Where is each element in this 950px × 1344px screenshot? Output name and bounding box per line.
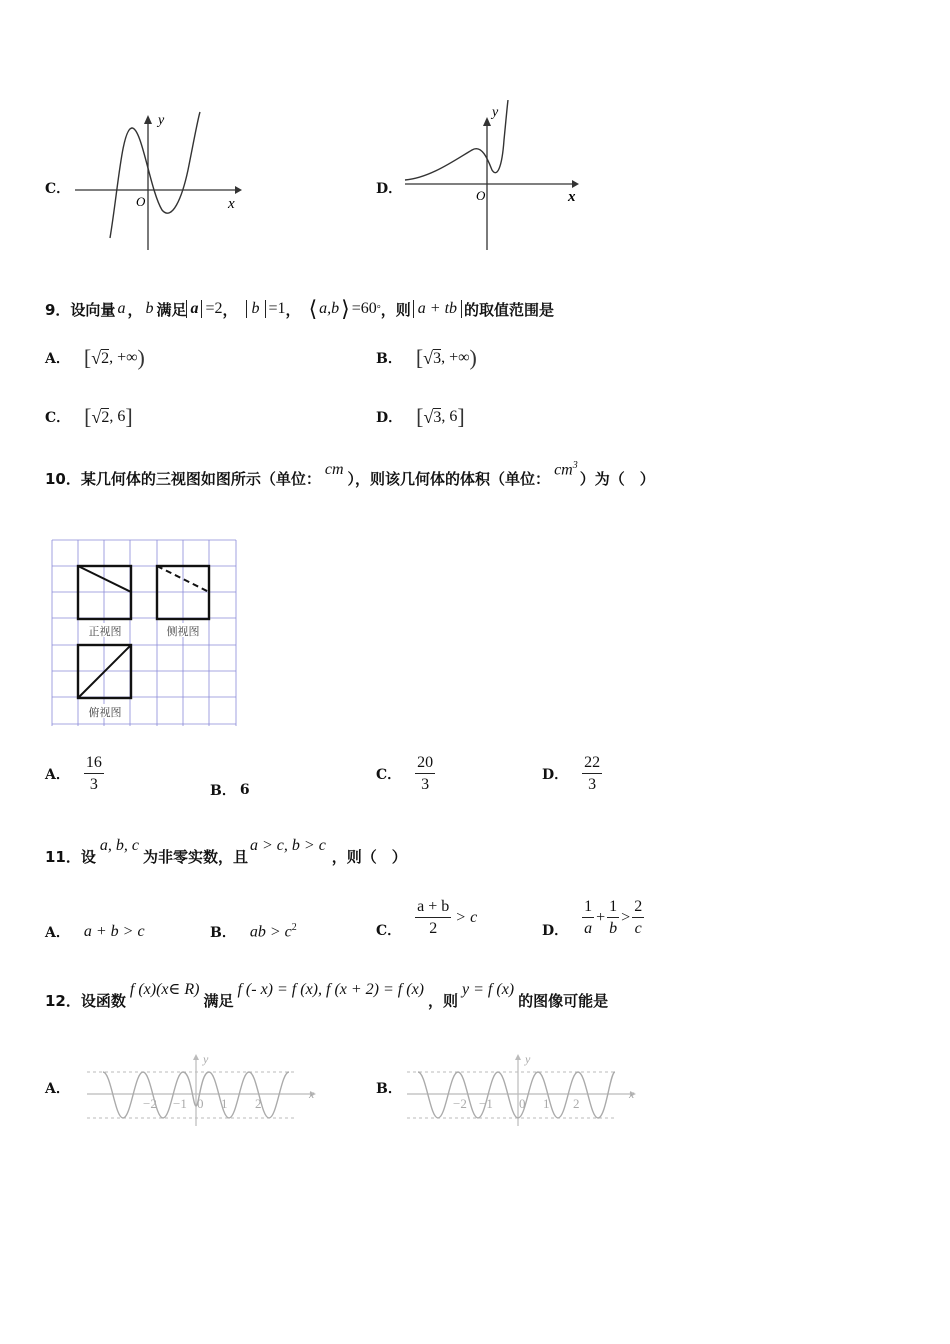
y-label: y xyxy=(203,1052,209,1066)
option-value: 6 xyxy=(239,782,250,798)
tick-label-2: 2 xyxy=(573,1096,580,1111)
q11-stem xyxy=(45,837,407,867)
q10-text-3: ）为（ ） xyxy=(579,470,655,488)
y-axis-arrow xyxy=(193,1054,199,1060)
tick-label-1: 1 xyxy=(221,1096,228,1111)
q11-text-1: 11．设 xyxy=(45,848,96,866)
func-cond: f (- x) = f (x), f (x + 2) = f (x) xyxy=(237,981,424,998)
angle-eq: =60 xyxy=(351,300,377,317)
close-bracket: ] xyxy=(125,404,133,429)
origin-label: O xyxy=(136,194,146,209)
fraction-3 xyxy=(632,898,644,937)
q9-option-c[interactable] xyxy=(45,404,133,430)
y-label: y xyxy=(158,113,165,128)
numerator: 20 xyxy=(415,754,435,774)
cond-norm-a xyxy=(186,300,222,318)
option-label: B． xyxy=(376,351,402,367)
denominator: c xyxy=(634,919,642,937)
q11-option-b[interactable] xyxy=(210,922,297,942)
q11-text-2: 为非零实数，且 xyxy=(142,848,248,866)
interval: [ √ 3 , 6 ] xyxy=(416,404,465,429)
unit-cm3-exp: 3 xyxy=(572,459,578,471)
radicand: 3 xyxy=(433,349,442,367)
unit-cm: cm xyxy=(324,461,344,478)
radicand: 3 xyxy=(433,408,442,426)
q11-option-c[interactable] xyxy=(376,898,477,937)
q12-text-3: ，则 xyxy=(428,992,459,1010)
option-tail: > c xyxy=(455,908,478,926)
interval: [ √ 2 , 6 ] xyxy=(84,404,133,429)
interval-rest: , 6 xyxy=(441,408,458,425)
denominator: 3 xyxy=(89,775,98,793)
q12-option-a-graph xyxy=(85,1050,325,1128)
tick-label-neg1: −1 xyxy=(173,1096,187,1111)
vector-a: a xyxy=(117,300,126,317)
vector-b: b xyxy=(145,300,154,317)
q10-three-view-figure xyxy=(50,538,240,728)
numerator: 1 xyxy=(582,898,594,918)
numerator: 22 xyxy=(582,754,602,774)
y-axis-arrow xyxy=(144,115,152,124)
denominator: 3 xyxy=(588,775,597,793)
q10-stem xyxy=(45,459,655,489)
option-expr: a + b > c xyxy=(83,923,145,940)
y-equals-fx: y = f (x) xyxy=(462,981,515,998)
option-expr-base: ab > c xyxy=(249,923,292,941)
numerator: a + b xyxy=(415,898,451,918)
numerator: 2 xyxy=(632,898,644,918)
front-view-shape xyxy=(78,566,131,619)
option-expr-exp: 2 xyxy=(291,922,297,934)
q9-option-d[interactable] xyxy=(376,404,465,430)
q8-option-d-label[interactable]: D． xyxy=(376,181,403,197)
numerator: 1 xyxy=(607,898,619,918)
curve xyxy=(418,1072,615,1118)
fraction xyxy=(582,754,602,793)
close-bracket: ) xyxy=(469,345,477,370)
q8-option-c-label[interactable]: C． xyxy=(45,181,71,197)
top-view-label: 俯视图 xyxy=(88,706,122,719)
y-label: y xyxy=(525,1052,531,1066)
fraction-2 xyxy=(607,898,619,937)
y-label: y xyxy=(492,105,499,120)
curve xyxy=(110,112,200,238)
top-view-shape xyxy=(78,645,131,698)
separator: ， xyxy=(222,300,238,319)
x-label: x xyxy=(568,189,576,205)
option-label: C． xyxy=(376,766,402,783)
close-bracket: ] xyxy=(457,404,465,429)
fraction xyxy=(415,754,435,793)
q9-option-a[interactable] xyxy=(45,345,145,371)
close-bracket: ) xyxy=(137,345,145,370)
x-label: x xyxy=(228,196,235,212)
q9-stem xyxy=(45,296,554,322)
eq-1: =1 xyxy=(268,300,286,317)
tick-label-neg2: −2 xyxy=(143,1096,157,1111)
denominator: 2 xyxy=(429,919,438,937)
tick-label-neg1: −1 xyxy=(479,1096,493,1111)
y-axis-arrow xyxy=(483,117,491,126)
interval-rest: , +∞ xyxy=(441,349,470,366)
front-view-label: 正视图 xyxy=(88,625,122,638)
q12-text-4: 的图像可能是 xyxy=(518,992,609,1010)
radicand: 2 xyxy=(101,408,110,426)
abs-b: b xyxy=(246,300,266,318)
option-label: D． xyxy=(542,766,569,783)
q9-text-satisfy: 满足 xyxy=(156,300,187,319)
interval-rest: , 6 xyxy=(109,408,126,425)
q12-option-b-graph xyxy=(405,1050,645,1128)
q12-option-a-label[interactable]: A． xyxy=(45,1081,70,1097)
tick-label-2: 2 xyxy=(255,1096,262,1111)
interval: [ √ 3 , +∞ ) xyxy=(415,345,477,370)
q11-option-a[interactable] xyxy=(45,922,145,942)
tick-label-0: 0 xyxy=(197,1096,204,1111)
option-label: B． xyxy=(210,925,236,941)
radicand: 2 xyxy=(101,349,110,367)
cond-abc: a > c, b > c xyxy=(250,837,326,854)
q12-stem xyxy=(45,981,609,1011)
option-label: B． xyxy=(210,783,236,799)
q9-option-b[interactable] xyxy=(376,345,477,371)
x-label: x xyxy=(629,1087,635,1101)
q9-text-then: ，则 xyxy=(380,300,411,319)
angle-inner: a,b xyxy=(319,300,340,317)
option-label: D． xyxy=(376,410,403,426)
q10-text-1: 10．某几何体的三视图如图所示（单位： xyxy=(45,470,321,488)
option-label: A． xyxy=(45,766,70,783)
cond-angle: ⟨ a,b ⟩ =60 ° xyxy=(308,296,381,321)
q11-text-3: ，则（ ） xyxy=(331,848,407,866)
q10-option-a[interactable] xyxy=(45,754,104,793)
x-label: x xyxy=(309,1087,315,1101)
origin-label: O xyxy=(476,188,486,203)
side-view-label: 侧视图 xyxy=(166,625,200,638)
q9-number: 9．设向量 xyxy=(45,300,116,319)
tick-label-0: 0 xyxy=(519,1096,526,1111)
greater-than: > xyxy=(621,908,631,926)
abs-a: a xyxy=(186,300,202,318)
fraction-1 xyxy=(582,898,594,937)
q11-option-d[interactable] xyxy=(542,898,644,937)
func-def: f (x)(x∈ R) xyxy=(129,981,200,998)
option-label: C． xyxy=(45,410,71,426)
option-expr xyxy=(250,922,297,941)
interval-rest: , +∞ xyxy=(109,349,138,366)
q10-option-c[interactable] xyxy=(376,754,435,793)
vars-abc: a, b, c xyxy=(99,837,139,854)
unit-cm3 xyxy=(554,460,578,479)
separator: ， xyxy=(127,300,143,319)
cond-norm-b xyxy=(246,300,286,318)
denominator: b xyxy=(609,919,618,937)
plus: + xyxy=(596,908,606,926)
q9-text-range: 的取值范围是 xyxy=(464,300,555,319)
q12-text-2: 满足 xyxy=(203,992,234,1010)
x-axis-arrow xyxy=(572,180,579,188)
q12-text-1: 12．设函数 xyxy=(45,992,126,1010)
q10-text-2: ），则该几何体的体积（单位： xyxy=(347,470,551,488)
fraction xyxy=(415,898,451,937)
interval: [ √ 2 , +∞ ) xyxy=(83,345,145,370)
denominator: 3 xyxy=(421,775,430,793)
eq-2: =2 xyxy=(205,300,223,317)
denominator: a xyxy=(584,919,593,937)
q10-option-d[interactable] xyxy=(542,754,602,793)
y-axis-arrow xyxy=(515,1054,521,1060)
degree-sign: ° xyxy=(376,303,381,315)
q8-option-d-graph xyxy=(400,100,590,255)
q12-option-b-label[interactable]: B． xyxy=(376,1081,402,1097)
option-label: A． xyxy=(45,925,70,941)
unit-cm3-base: cm xyxy=(554,461,573,478)
q8-option-c-graph xyxy=(70,110,245,255)
numerator: 16 xyxy=(84,754,104,774)
fraction xyxy=(84,754,104,793)
abs-a-plus-tb: a + tb xyxy=(413,300,462,318)
separator: ， xyxy=(285,300,301,319)
tick-label-1: 1 xyxy=(543,1096,550,1111)
option-label: A． xyxy=(45,351,70,367)
tick-label-neg2: −2 xyxy=(453,1096,467,1111)
q10-option-b[interactable] xyxy=(210,780,250,800)
option-label: C． xyxy=(376,922,402,939)
option-label: D． xyxy=(542,922,569,939)
x-axis-arrow xyxy=(235,186,242,194)
